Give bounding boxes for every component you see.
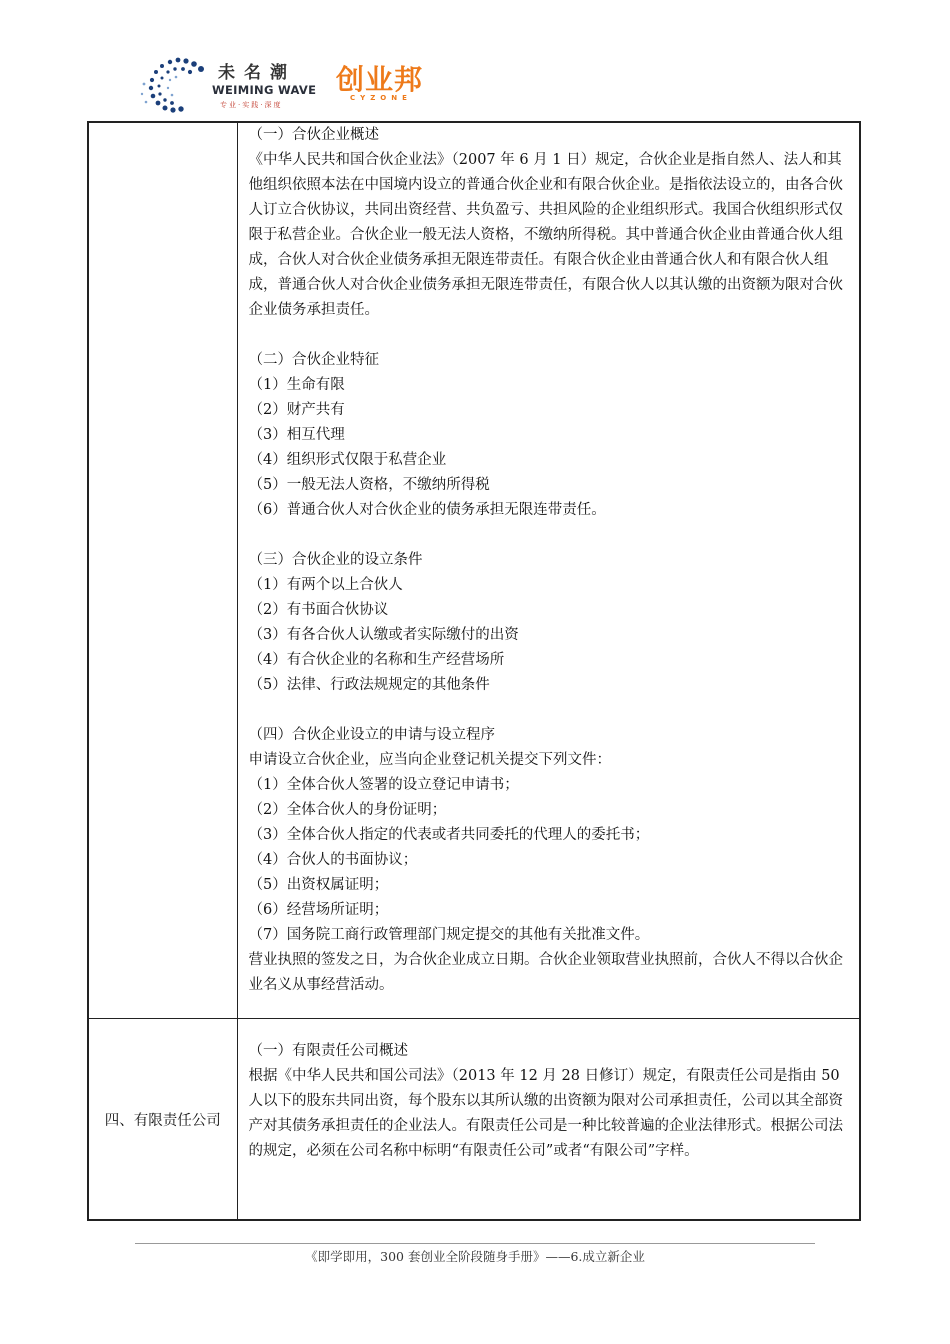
paragraph: （6）普通合伙人对合伙企业的债务承担无限连带责任。 [248,502,606,518]
brand-name-cn: 未名潮 [218,63,296,83]
paragraph: （5）一般无法人资格，不缴纳所得税 [248,477,490,493]
cyzone-logo-text: 创业邦 [336,63,424,96]
brand-name-en: WEIMING WAVE [212,83,317,97]
paragraph: （一）有限责任公司概述 [248,1043,408,1059]
paragraph: （4）合伙人的书面协议； [248,852,418,868]
page-header [130,52,450,116]
paragraph: （1）全体合伙人签署的设立登记申请书； [248,777,519,793]
table-row [88,1019,860,1221]
paragraph: （5）法律、行政法规规定的其他条件 [248,677,490,693]
partnership-section-content [238,123,860,998]
paragraph: （四）合伙企业设立的申请与设立程序 [248,727,495,743]
paragraph: （三）合伙企业的设立条件 [248,552,423,568]
footer-divider [135,1243,815,1244]
paragraph-gap [249,523,852,548]
paragraph: （4）有合伙企业的名称和生产经营场所 [248,652,505,668]
paragraph: （3）全体合伙人指定的代表或者共同委托的代理人的委托书； [248,827,650,843]
paragraph: （7）国务院工商行政管理部门规定提交的其他有关批准文件。 [248,927,650,943]
brand-tagline: 专业·实践·深度 [220,101,283,109]
section-label-cell [88,1019,237,1221]
paragraph: 根据《中华人民共和国公司法》（2013 年 12 月 28 日修订）规定，有限责任公司是指由 50 人以下的股东共同出资，每个股东以其所认缴的出资额为限对公司承担责任，公司以其全部资产对其债务承担责任的企业法人。有限责任公司是一种比较普遍的企业法律形式。根据公司法的规定，必须在公司名称中标明“有限责任公司”或者“有限公司”字样。 [248,1068,843,1159]
paragraph: （6）经营场所证明； [248,902,389,918]
section-label-cell [88,122,237,1019]
paragraph-gap [249,698,852,723]
paragraph: （2）财产共有 [248,402,345,418]
paragraph: （一）合伙企业概述 [248,127,379,143]
section-title: 四、有限责任公司 [104,1112,221,1129]
page-footer: 《即学即用，300 套创业全阶段随身手册》——6.成立新企业 [305,1249,645,1264]
llc-section-content [238,1019,860,1164]
cyzone-logo-subtext: CYZONE [350,94,412,102]
section-content-cell [237,1019,860,1221]
paragraph: （2）有书面合伙协议 [248,602,389,618]
paragraph: 《中华人民共和国合伙企业法》（2007 年 6 月 1 日）规定，合伙企业是指自然人、法人和其他组织依照本法在中国境内设立的普通合伙企业和有限合伙企业。是指依法设立的，由各合伙人订立合伙协议，共同出资经营、共负盈亏、共担风险的企业组织形式。我国合伙组织形式仅限于私营企业。合伙企业一般无法人资格，不缴纳所得税。其中普通合伙企业由普通合伙人组成，合伙人对合伙企业债务承担无限连带责任。有限合伙企业由普通合伙人和有限合伙人组成，普通合伙人对合伙企业债务承担无限连带责任，有限合伙人以其认缴的出资额为限对合伙企业债务承担责任。 [248,152,843,318]
paragraph: （3）相互代理 [248,427,345,443]
paragraph: （1）有两个以上合伙人 [248,577,403,593]
section-content-cell [237,122,860,1019]
paragraph: （5）出资权属证明； [248,877,389,893]
table-row [88,122,860,1019]
paragraph: （3）有各合伙人认缴或者实际缴付的出资 [248,627,519,643]
paragraph: （4）组织形式仅限于私营企业 [248,452,447,468]
paragraph: （二）合伙企业特征 [248,352,379,368]
paragraph: （2）全体合伙人的身份证明； [248,802,447,818]
content-table [87,121,861,1221]
paragraph: 申请设立合伙企业，应当向企业登记机关提交下列文件： [248,752,611,768]
weiming-wave-logo-icon [130,52,214,116]
paragraph: （1）生命有限 [248,377,345,393]
paragraph: 营业执照的签发之日，为合伙企业成立日期。合伙企业领取营业执照前，合伙人不得以合伙企业名义从事经营活动。 [248,952,843,993]
paragraph-gap [249,323,852,348]
